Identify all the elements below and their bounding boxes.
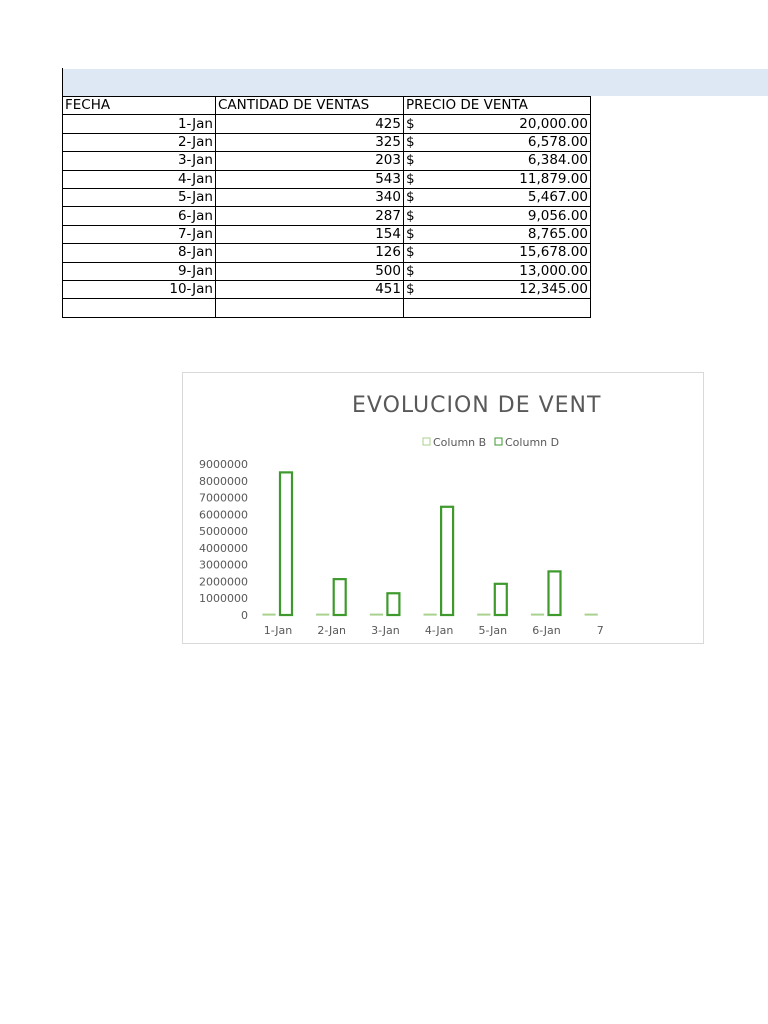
table-row bbox=[63, 152, 591, 170]
y-tick-label: 8000000 bbox=[199, 474, 248, 488]
y-tick-label: 5000000 bbox=[199, 525, 248, 539]
bars bbox=[263, 472, 597, 615]
currency-symbol: $ bbox=[406, 207, 415, 224]
cell-precio[interactable] bbox=[404, 244, 591, 262]
cell-cantidad[interactable]: 500 bbox=[216, 262, 404, 280]
header-fecha[interactable]: FECHA bbox=[63, 97, 216, 115]
bar-column-b[interactable] bbox=[370, 614, 382, 615]
cell-fecha[interactable]: 6-Jan bbox=[63, 207, 216, 225]
chart-svg bbox=[182, 372, 604, 644]
table-row bbox=[63, 225, 591, 243]
bar-column-b[interactable] bbox=[585, 614, 597, 615]
bar-column-b[interactable] bbox=[532, 614, 544, 615]
x-tick-label: 5-Jan bbox=[478, 624, 508, 637]
legend-swatch bbox=[495, 438, 502, 445]
table-row bbox=[63, 133, 591, 151]
currency-symbol: $ bbox=[406, 133, 415, 150]
cell-cantidad[interactable]: 425 bbox=[216, 115, 404, 133]
bar-column-d[interactable] bbox=[441, 507, 453, 615]
table-row bbox=[63, 207, 591, 225]
cell-precio[interactable] bbox=[404, 115, 591, 133]
cell-cantidad[interactable]: 126 bbox=[216, 244, 404, 262]
price-amount: 9,056.00 bbox=[527, 207, 588, 224]
price-amount: 13,000.00 bbox=[519, 262, 588, 279]
cell-fecha[interactable]: 9-Jan bbox=[63, 262, 216, 280]
price-amount: 20,000.00 bbox=[519, 115, 588, 132]
price-value bbox=[406, 244, 588, 261]
x-tick-label: 7 bbox=[596, 624, 604, 637]
empty-cell[interactable] bbox=[63, 299, 216, 317]
cell-fecha[interactable]: 5-Jan bbox=[63, 188, 216, 206]
bar-column-d[interactable] bbox=[387, 593, 399, 615]
price-amount: 11,879.00 bbox=[519, 170, 588, 187]
table-row bbox=[63, 188, 591, 206]
cell-precio[interactable] bbox=[404, 152, 591, 170]
table-row bbox=[63, 280, 591, 298]
cell-fecha[interactable]: 1-Jan bbox=[63, 115, 216, 133]
cell-cantidad[interactable]: 451 bbox=[216, 280, 404, 298]
cell-precio[interactable] bbox=[404, 262, 591, 280]
price-amount: 12,345.00 bbox=[519, 281, 588, 298]
table-header-row bbox=[63, 97, 591, 115]
cell-precio[interactable] bbox=[404, 280, 591, 298]
cell-cantidad[interactable]: 287 bbox=[216, 207, 404, 225]
currency-symbol: $ bbox=[406, 189, 415, 206]
header-cantidad[interactable]: CANTIDAD DE VENTAS bbox=[216, 97, 404, 115]
y-tick-label: 6000000 bbox=[199, 508, 248, 522]
cell-precio[interactable] bbox=[404, 188, 591, 206]
cell-precio[interactable] bbox=[404, 207, 591, 225]
cell-cantidad[interactable]: 340 bbox=[216, 188, 404, 206]
currency-symbol: $ bbox=[406, 115, 415, 132]
bar-column-d[interactable] bbox=[495, 584, 507, 615]
cell-cantidad[interactable]: 543 bbox=[216, 170, 404, 188]
price-value bbox=[406, 226, 588, 243]
cell-fecha[interactable]: 2-Jan bbox=[63, 133, 216, 151]
bar-column-b[interactable] bbox=[424, 614, 436, 615]
legend-label: Column D bbox=[505, 436, 560, 449]
x-tick-label: 2-Jan bbox=[317, 624, 346, 637]
bar-column-d[interactable] bbox=[549, 571, 561, 615]
y-tick-label: 9000000 bbox=[199, 458, 248, 471]
y-tick-label: 2000000 bbox=[199, 575, 248, 589]
price-value bbox=[406, 134, 588, 151]
x-tick-label: 3-Jan bbox=[371, 624, 400, 637]
cell-cantidad[interactable]: 203 bbox=[216, 152, 404, 170]
price-value bbox=[406, 208, 588, 225]
price-value bbox=[406, 171, 588, 188]
price-value bbox=[406, 152, 588, 169]
header-precio[interactable]: PRECIO DE VENTA bbox=[404, 97, 591, 115]
x-tick-label: 4-Jan bbox=[424, 624, 454, 637]
currency-symbol: $ bbox=[406, 225, 415, 242]
price-amount: 6,384.00 bbox=[527, 152, 588, 169]
currency-symbol: $ bbox=[406, 281, 415, 298]
x-axis bbox=[264, 624, 604, 637]
legend-label: Column B bbox=[433, 436, 487, 449]
y-tick-label: 1000000 bbox=[199, 592, 248, 606]
cell-precio[interactable] bbox=[404, 225, 591, 243]
price-amount: 6,578.00 bbox=[527, 133, 588, 150]
chart-legend bbox=[423, 436, 559, 449]
empty-cell[interactable] bbox=[216, 299, 404, 317]
cell-precio[interactable] bbox=[404, 170, 591, 188]
y-tick-label: 0 bbox=[241, 609, 248, 622]
cell-fecha[interactable]: 10-Jan bbox=[63, 280, 216, 298]
price-value bbox=[406, 116, 588, 133]
currency-symbol: $ bbox=[406, 170, 415, 187]
cell-cantidad[interactable]: 154 bbox=[216, 225, 404, 243]
y-tick-label: 4000000 bbox=[199, 541, 248, 555]
empty-row bbox=[63, 299, 591, 317]
table-row bbox=[63, 244, 591, 262]
price-value bbox=[406, 281, 588, 298]
bar-column-d[interactable] bbox=[334, 579, 346, 615]
cell-fecha[interactable]: 7-Jan bbox=[63, 225, 216, 243]
currency-symbol: $ bbox=[406, 152, 415, 169]
price-amount: 8,765.00 bbox=[527, 225, 588, 242]
sales-table bbox=[62, 96, 591, 318]
price-amount: 15,678.00 bbox=[519, 244, 588, 261]
bar-column-d[interactable] bbox=[280, 472, 292, 615]
sales-chart[interactable] bbox=[182, 372, 604, 644]
bar-column-b[interactable] bbox=[317, 614, 329, 615]
table-row bbox=[63, 170, 591, 188]
header-band bbox=[63, 69, 768, 96]
price-value bbox=[406, 263, 588, 280]
y-tick-label: 3000000 bbox=[199, 558, 248, 572]
currency-symbol: $ bbox=[406, 262, 415, 279]
bar-column-b[interactable] bbox=[478, 614, 490, 615]
table-row bbox=[63, 262, 591, 280]
price-value bbox=[406, 189, 588, 206]
price-amount: 5,467.00 bbox=[527, 189, 588, 206]
cell-cantidad[interactable]: 325 bbox=[216, 133, 404, 151]
legend-swatch bbox=[423, 438, 430, 445]
cell-precio[interactable] bbox=[404, 133, 591, 151]
cell-fecha[interactable]: 4-Jan bbox=[63, 170, 216, 188]
table-row bbox=[63, 115, 591, 133]
chart-title: EVOLUCION DE VENT bbox=[352, 393, 602, 418]
y-tick-label: 7000000 bbox=[199, 491, 248, 505]
cell-fecha[interactable]: 3-Jan bbox=[63, 152, 216, 170]
empty-cell[interactable] bbox=[404, 299, 591, 317]
cell-fecha[interactable]: 8-Jan bbox=[63, 244, 216, 262]
bar-column-b[interactable] bbox=[263, 614, 275, 615]
x-tick-label: 6-Jan bbox=[532, 624, 561, 637]
y-axis bbox=[199, 458, 248, 622]
x-tick-label: 1-Jan bbox=[263, 624, 293, 637]
currency-symbol: $ bbox=[406, 244, 415, 261]
